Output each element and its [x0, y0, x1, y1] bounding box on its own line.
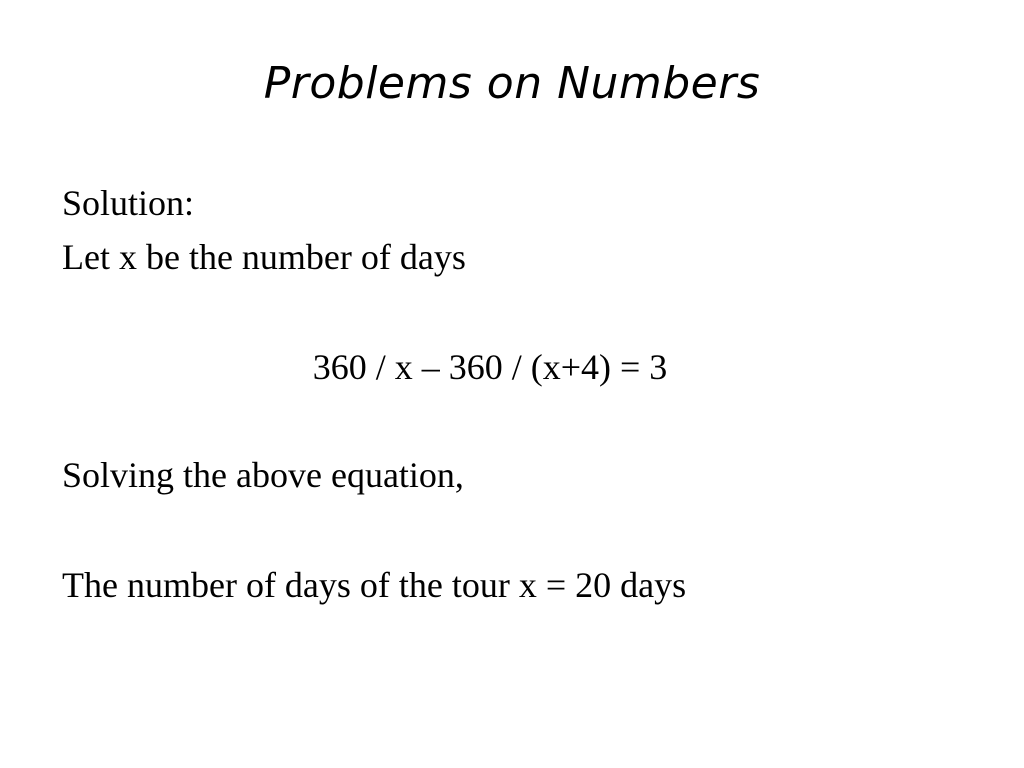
- solving-text: Solving the above equation,: [62, 455, 464, 495]
- let-statement: Let x be the number of days: [62, 237, 466, 277]
- slide-title: Problems on Numbers: [263, 58, 761, 109]
- solution-label: Solution:: [62, 183, 195, 223]
- equation: 360 / x – 360 / (x+4) = 3: [312, 347, 668, 387]
- result-text: The number of days of the tour x = 20 days: [62, 565, 687, 605]
